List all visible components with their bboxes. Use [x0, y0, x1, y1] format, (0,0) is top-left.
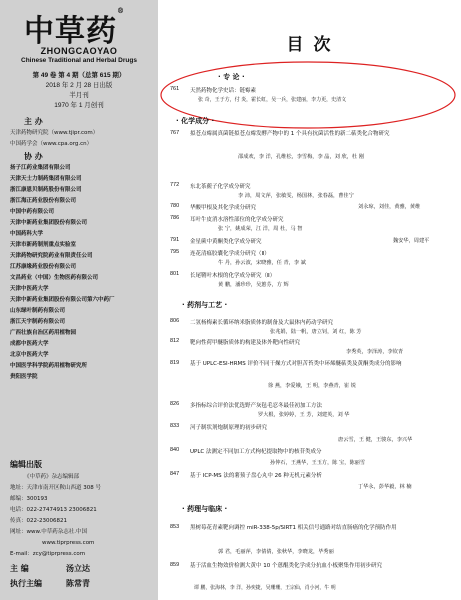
co-org-item: 贵阳医学院: [10, 374, 38, 380]
article-title[interactable]: 基于 ICP-MS 法的薯蓣子盘心丸中 26 种无机元素分析: [190, 473, 322, 479]
journal-logo: [24, 6, 125, 50]
article-authors: 张兆娟，陆一帆，唐立钊，刘 红，陈 芳: [270, 329, 362, 335]
co-org-label: 协 办: [24, 152, 43, 161]
section-heading: · 药理与临床 ·: [182, 505, 228, 513]
article-authors: 谭 鹏，张海林，李 洋，孙奕捷，吴珊珊，王宗仙，肖小河，牛 明: [194, 585, 336, 591]
article-authors: 魏安华，周建平: [393, 238, 430, 244]
address: 地址：天津市南开区鞍山西道 308 号: [10, 485, 101, 491]
co-org-item: 浙江海正药业股份有限公司: [10, 198, 77, 204]
postcode: 邮编：300193: [10, 496, 48, 502]
article-title[interactable]: 耳叶牛皮消水溶性部位的化学成分研究: [190, 217, 284, 223]
article-authors: 牛 丹，孙云波，宋晓雅，任 青，李 斌: [218, 260, 306, 266]
sponsor-item: 中国药学会（www.cpa.org.cn）: [10, 141, 93, 147]
article-title[interactable]: 连花清瘟胶囊化学成分研究（Ⅱ）: [190, 251, 270, 257]
article-title[interactable]: 多指标综合评价法优选野产灰毡毛忍冬最佳初加工方法: [190, 403, 323, 409]
co-org-item: 天津市新药制剂重点实验室: [10, 242, 77, 248]
page-number: 859: [170, 562, 180, 568]
exec-editor-label: 执行主编: [10, 579, 42, 588]
co-org-item: 江苏康缘药业股份有限公司: [10, 264, 77, 270]
article-authors: 李 沛，周文萍，张敏雯，杨国林，张春磊，曹佳宁: [238, 193, 354, 199]
left-panel: [0, 0, 158, 600]
editor-label: 编辑出版: [10, 460, 42, 469]
co-org-item: 成都中医药大学: [10, 341, 49, 347]
page-number: 761: [170, 86, 180, 92]
co-org-list: [10, 164, 155, 381]
article-authors: 刘永琼，刘佳，黄雅，黄维: [358, 204, 421, 210]
website[interactable]: 网址：www.中草药杂志社.中国: [10, 529, 87, 535]
journal-name-en: ZHONGCAOYAO: [40, 46, 118, 56]
co-org-item: 山东绿叶制药有限公司: [10, 308, 66, 314]
article-authors: 张 宁，姚成荣，江 洋，周 杜，马 智: [218, 226, 303, 232]
toc-title: 目 次: [286, 35, 333, 55]
editor-org: 《中草药》杂志编辑部: [24, 474, 80, 480]
co-org-item: 扬子江药业集团有限公司: [10, 165, 71, 171]
article-title[interactable]: 基于活血生物效价检测大黄中 10 个蒽醌类化学成分抗血小板聚集作用初步研究: [190, 563, 382, 569]
article-authors: 罗大根，张婷婷，王 芳，刘建英，刘 华: [258, 412, 350, 418]
article-title[interactable]: 天然药物化学史话：链霉素: [190, 88, 257, 94]
chief-editor-label: 主 编: [10, 564, 29, 573]
publish-date: 2018 年 2 月 28 日出版: [45, 82, 113, 89]
article-title[interactable]: 金星蕨中黄酮类化学成分研究: [190, 239, 262, 245]
logo-text: 中草药: [24, 14, 117, 49]
co-org-item: 浙江天宇制药有限公司: [10, 319, 66, 325]
page-number: 812: [170, 338, 180, 344]
article-authors: 孙仲石，王燕华，王玉方，陈 宝，陈丽雪: [270, 460, 366, 466]
exec-editor-name: 陈常青: [66, 579, 90, 588]
article-title[interactable]: 拟苍点霉属真菌链拟苍点霉发酵产物中的 1 个具有抗菌活性的新二萜类化合物研究: [190, 131, 390, 137]
section-heading: · 化学成分 ·: [176, 117, 215, 125]
co-org-item: 天津天士力制药集团有限公司: [10, 176, 82, 182]
article-title[interactable]: 二氢杨梅素长循环纳米脂质体的制备及大鼠体内药动学研究: [190, 320, 334, 326]
page-number: 833: [170, 423, 180, 429]
sponsors-label: 主 办: [24, 117, 43, 126]
article-authors: 唐云雪，王 健，王骏东，李兴华: [338, 437, 413, 443]
co-org-item: 广西壮族自治区药用植物园: [10, 330, 77, 336]
founded-date: 1970 年 1 月创刊: [54, 102, 104, 109]
article-title[interactable]: 华酸甲根及其化学成分研究: [190, 205, 257, 211]
article-title[interactable]: 靶向性荷甲醚脂质体的构建及体外靶向性研究: [190, 340, 301, 346]
sponsor-item: 天津药物研究院（www.tjipr.com）: [10, 130, 99, 136]
article-title[interactable]: 长尾鞘叶木根的化学成分研究（Ⅱ）: [190, 273, 276, 279]
page-number: 801: [170, 271, 180, 277]
article-title[interactable]: UPLC 法测定不同加工方式枸杞提取物中的核苷类成分: [190, 449, 322, 455]
co-org-item: 中国药科大学: [10, 231, 44, 237]
section-heading: · 药剂与工艺 ·: [182, 301, 228, 309]
phone: 电话：022-27474913 23006821: [10, 507, 97, 513]
page-number: 780: [170, 203, 180, 209]
chief-editor-name: 汤立达: [66, 564, 90, 573]
co-org-item: 中国医学科学院药用植物研究所: [10, 363, 88, 369]
email[interactable]: E-mail：zcy@tiprpress.com: [10, 551, 86, 557]
co-org-item: 文昌药业（中国）生物医药有限公司: [10, 275, 99, 281]
page-number: 853: [170, 524, 180, 530]
article-title[interactable]: 基于 UPLC-ESI-HRMS 评价不同干燥方式对胆苦苔类中环烯醚萜类及黄酮类成分的影响: [190, 361, 402, 367]
co-org-item: 天津中医药大学: [10, 286, 49, 292]
page-number: 819: [170, 360, 180, 366]
article-title[interactable]: 黑树莓花青素靶向调控 miR-338-5p/SIRT1 相关信号通路对结直肠癌的化学预防作用: [190, 525, 397, 531]
page-number: 840: [170, 447, 180, 453]
article-authors: 徐 燕，李爱娥，王 明，李燕青，崔 锐: [268, 383, 356, 389]
article-authors: 邵成欢，李 洋，孔维松，李雪梅，李 晶，刘 欣，杜 刚: [238, 154, 364, 160]
article-authors: 张 奇，王于方，付 炎，霍长虹，吴一兵，张建丽，李力更，史清文: [198, 97, 347, 103]
article-authors: 李秀英，李泽涛，李钦青: [346, 349, 404, 355]
co-org-item: 中国中药有限公司: [10, 209, 55, 215]
co-org-item: 天津中新药业集团股份有限公司第六中药厂: [10, 297, 115, 303]
co-org-item: 天津中新药业集团股份有限公司: [10, 220, 88, 226]
page-number: 806: [170, 318, 180, 324]
article-authors: 黄 鹏，潘珍珍，吴蕙芬，方 辉: [218, 282, 289, 288]
co-org-item: 天津药物研究院药业有限责任公司: [10, 253, 93, 259]
page-number: 772: [170, 182, 180, 188]
page-number: 767: [170, 130, 180, 136]
page-number: 847: [170, 471, 180, 477]
co-org-item: 浙江康恩贝制药股份有限公司: [10, 187, 82, 193]
article-authors: 丁华永，彭华毅，林 楠: [358, 484, 412, 490]
page-number: 786: [170, 215, 180, 221]
fax: 传真：022-23006821: [10, 518, 67, 524]
section-heading: · 专 论 ·: [218, 73, 245, 81]
article-authors: 郭 君，毛丽萍，李倩倩，张秋华，李晓龙，毕秀丽: [218, 549, 334, 555]
article-title[interactable]: 东北茶藨子化学成分研究: [190, 184, 251, 190]
co-org-item: 北京中医药大学: [10, 352, 49, 358]
article-title[interactable]: 河子制状剂炮制原理的初步研究: [190, 425, 268, 431]
toc-panel: [158, 0, 461, 600]
issue-info: 第 49 卷 第 4 期（总第 615 期）: [32, 72, 126, 79]
page-number: 795: [170, 249, 180, 255]
publish-period: 半月刊: [69, 92, 89, 99]
website-alt[interactable]: www.tiprpress.com: [42, 540, 95, 546]
registered-mark: ®: [117, 6, 125, 15]
journal-subtitle-en: Chinese Traditional and Herbal Drugs: [21, 57, 137, 64]
page-number: 826: [170, 401, 180, 407]
page-number: 791: [170, 237, 180, 243]
